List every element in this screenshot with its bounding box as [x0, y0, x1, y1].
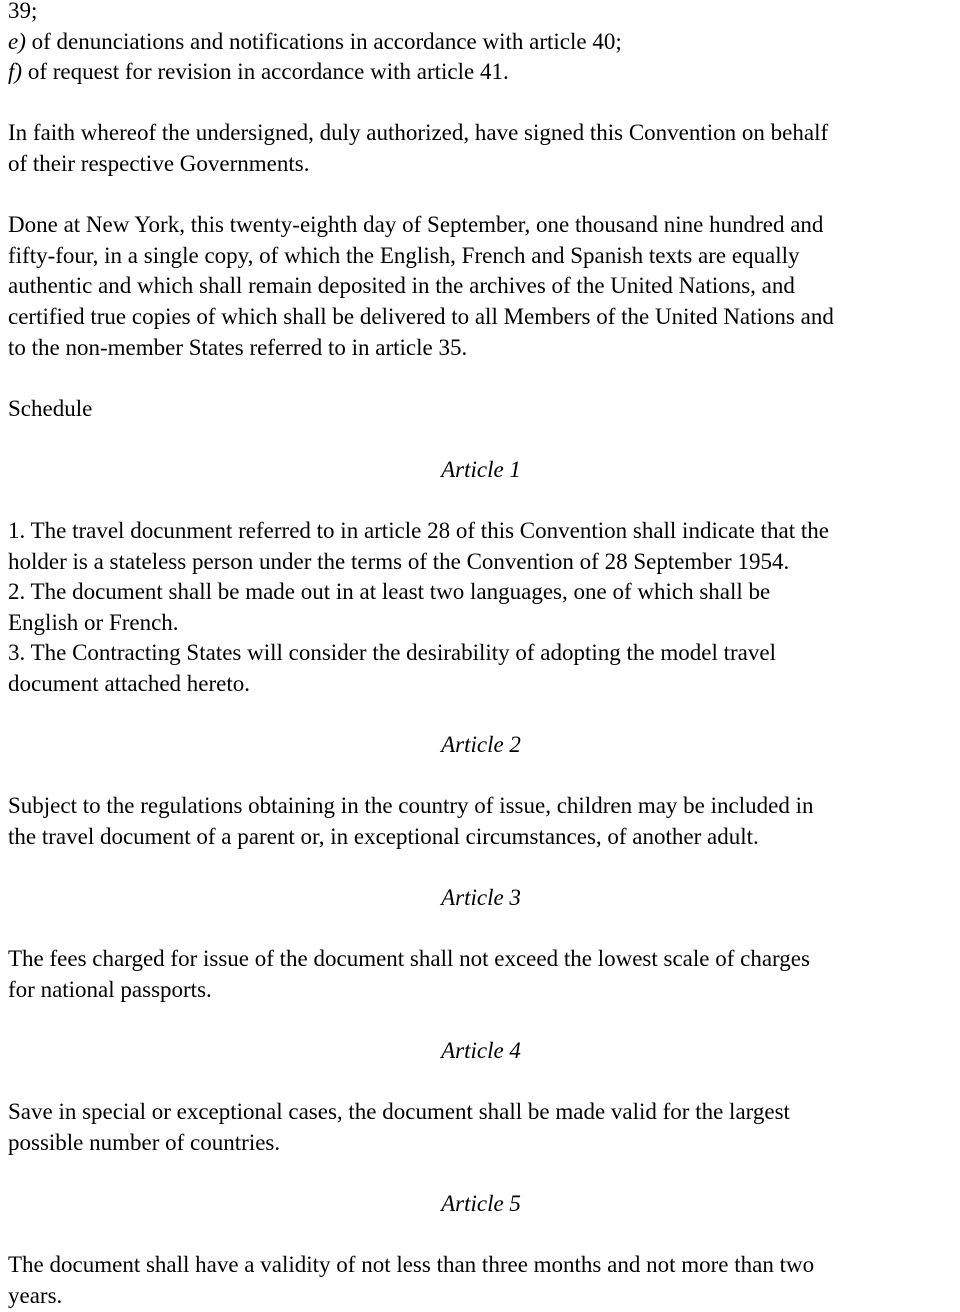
list-item-f-text: of request for revision in accordance with article 41.: [22, 59, 509, 85]
spacer: [8, 700, 958, 731]
spacer: [8, 486, 958, 517]
paragraph-line: Done at New York, this twenty-eighth day of September, one thousand nine hundred and: [8, 212, 824, 238]
article-2-heading: Article 2: [441, 732, 521, 758]
spacer: [8, 1159, 958, 1190]
spacer: [8, 761, 958, 792]
article-line: 2. The document shall be made out in at least two languages, one of which shall be: [8, 579, 771, 605]
paragraph-line: certified true copies of which shall be delivered to all Members of the United Nations and: [8, 303, 834, 329]
paragraph-line: In faith whereof the undersigned, duly authorized, have signed this Convention on behalf: [8, 120, 829, 146]
spacer: [8, 1220, 958, 1251]
spacer: [8, 424, 958, 455]
list-item-e: [8, 27, 958, 58]
done-paragraph: [8, 210, 958, 363]
paragraph-line: of their respective Governments.: [8, 150, 310, 176]
article-line: Subject to the regulations obtaining in the country of issue, children may be included in: [8, 793, 814, 819]
schedule-heading: Schedule: [8, 395, 93, 421]
article-line: holder is a stateless person under the terms of the Convention of 28 September 1954.: [8, 548, 790, 574]
spacer: [8, 853, 958, 884]
article-line: for national passports.: [8, 977, 212, 1002]
paragraph-line: to the non-member States referred to in article 35.: [8, 334, 468, 360]
document-page: [8, 0, 958, 1312]
list-item-f-label: f): [8, 59, 23, 85]
article-4-heading: Article 4: [441, 1038, 521, 1064]
list-item-e-label: e): [8, 28, 26, 54]
spacer: [8, 180, 958, 211]
article-line: 3. The Contracting States will consider the desirability of adopting the model travel: [8, 640, 776, 666]
spacer: [8, 88, 958, 119]
article-1-heading: Article 1: [441, 456, 521, 482]
list-item-f: [8, 57, 958, 88]
article-line: The fees charged for issue of the document shall not exceed the lowest scale of charges: [8, 946, 810, 972]
article-line: document attached hereto.: [8, 671, 251, 697]
article-5-heading: Article 5: [441, 1191, 521, 1217]
article-3-body: [8, 944, 958, 1005]
paragraph-line: authentic and which shall remain deposited in the archives of the United Nations, and: [8, 273, 795, 299]
paragraph-line: fifty-four, in a single copy, of which the English, French and Spanish texts are equally: [8, 242, 800, 268]
article-line: The document shall have a validity of not less than three months and not more than two: [8, 1252, 815, 1278]
article-4-body: [8, 1097, 958, 1158]
article-1-body: [8, 516, 958, 700]
spacer: [8, 363, 958, 394]
list-continuation: [8, 0, 958, 88]
article-5-body: [8, 1250, 958, 1311]
witness-paragraph: [8, 118, 958, 179]
list-item-e-text: of denunciations and notifications in accordance with article 40;: [25, 28, 622, 54]
spacer: [8, 1006, 958, 1037]
spacer: [8, 1067, 958, 1098]
article-line: the travel document of a parent or, in exceptional circumstances, of another adult.: [8, 824, 759, 850]
article-2-body: [8, 791, 958, 852]
article-3-heading: Article 3: [441, 885, 521, 911]
article-line: Save in special or exceptional cases, the document shall be made valid for the largest: [8, 1099, 790, 1125]
list-item-d-end: 39;: [8, 0, 38, 23]
article-line: 1. The travel docunment referred to in article 28 of this Convention shall indicate that the: [8, 518, 829, 544]
article-line: English or French.: [8, 609, 179, 635]
article-line: years.: [8, 1282, 63, 1308]
article-line: possible number of countries.: [8, 1129, 281, 1155]
spacer: [8, 914, 958, 945]
